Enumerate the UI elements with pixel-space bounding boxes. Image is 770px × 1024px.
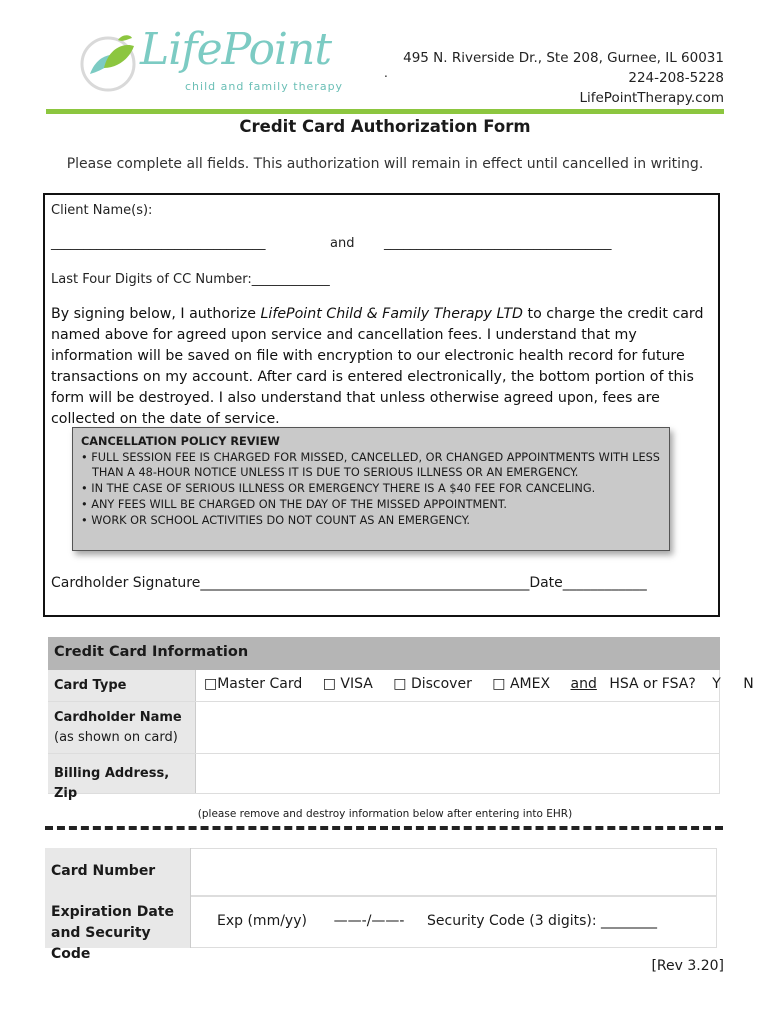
client-name-field-1[interactable]: _________________________________ — [51, 236, 266, 251]
cardholder-name-label-line2: (as shown on card) — [54, 730, 178, 745]
cardholder-name-field[interactable] — [196, 702, 720, 753]
card-number-label: Card Number — [45, 848, 191, 896]
visa-checkbox[interactable]: □ VISA — [322, 676, 373, 692]
logo-leaf-icon — [78, 28, 148, 98]
expiration-field[interactable] — [191, 896, 717, 948]
auth-post: to charge the credit card named above for agreed upon service and cancellation fees. I understand that my information will be saved on file with encryption to our electronic health record for future transactions on my account. After card is entered electronically, the bottom portion of this form will be destroyed. I also understand that unless otherwise agreed upon, fees are collected on the date of service. — [51, 306, 704, 427]
discover-checkbox[interactable]: □ Discover — [393, 676, 472, 692]
expiration-label — [45, 896, 191, 962]
cancellation-policy-box — [72, 427, 670, 551]
credit-card-info-heading: Credit Card Information — [48, 637, 720, 670]
remove-note: (please remove and destroy information below after entering into EHR) — [197, 808, 573, 820]
expiration-row — [45, 896, 717, 962]
policy-item: • FULL SESSION FEE IS CHARGED FOR MISSED, CANCELLED, OR CHANGED APPOINTMENTS WITH LESS THAN A 48-HOUR NOTICE UNLESS IT IS DUE TO SERIOUS ILLNESS OR AN EMERGENCY. — [81, 450, 660, 480]
expiration-label-line2: and Security Code — [51, 925, 151, 962]
policy-item: • ANY FEES WILL BE CHARGED ON THE DAY OF THE MISSED APPOINTMENT. — [81, 497, 508, 511]
policy-item: • IN THE CASE OF SERIOUS ILLNESS OR EMERGENCY THERE IS A $40 FEE FOR CANCELING. — [81, 482, 596, 496]
exp-date-field[interactable]: Exp (mm/yy) ——-/——- — [217, 913, 405, 929]
mastercard-checkbox[interactable]: □Master Card — [204, 676, 303, 692]
cardholder-name-label — [48, 702, 196, 753]
website-link[interactable]: LifePointTherapy.com — [579, 90, 724, 106]
security-code-field[interactable]: Security Code (3 digits): ________ — [427, 913, 658, 929]
header-divider — [46, 109, 724, 114]
revision-label: [Rev 3.20] — [651, 958, 724, 974]
card-type-label: Card Type — [48, 670, 196, 701]
hsa-no-option[interactable]: N — [743, 676, 754, 692]
logo-tagline: child and family therapy — [185, 80, 344, 93]
card-type-row — [48, 670, 754, 702]
last-four-field[interactable]: Last Four Digits of CC Number:____________ — [51, 272, 330, 287]
and-label: and — [330, 236, 355, 251]
billing-address-label: Billing Address, Zip — [48, 754, 196, 793]
phone: 224-208-5228 — [628, 70, 724, 86]
client-names-label: Client Name(s): — [51, 203, 153, 218]
tear-line — [45, 826, 723, 830]
client-name-field-2[interactable]: ___________________________________ — [384, 236, 612, 251]
stray-dot: . — [384, 66, 388, 80]
auth-company: LifePoint Child & Family Therapy LTD — [260, 306, 523, 322]
signature-date-field[interactable]: Cardholder Signature_______________________________________________Date____________ — [51, 575, 647, 591]
amex-checkbox[interactable]: □ AMEX — [492, 676, 551, 692]
policy-item: • WORK OR SCHOOL ACTIVITIES DO NOT COUNT AS AN EMERGENCY. — [81, 513, 470, 527]
billing-address-field[interactable] — [196, 754, 720, 793]
form-subtitle: Please complete all fields. This authorization will remain in effect until cancelled in writing. — [66, 156, 704, 172]
cardholder-name-label-line1: Cardholder Name — [54, 710, 182, 725]
contact-block — [403, 48, 724, 108]
auth-pre: By signing below, I authorize — [51, 306, 261, 322]
authorization-text — [51, 304, 721, 430]
address: 495 N. Riverside Dr., Ste 208, Gurnee, IL 60031 — [403, 50, 724, 66]
cardholder-name-row — [48, 702, 720, 754]
card-number-row — [45, 848, 717, 896]
and-underlined: and — [570, 676, 597, 692]
expiration-label-line1: Expiration Date — [51, 904, 174, 920]
form-title: Credit Card Authorization Form — [239, 117, 531, 136]
billing-address-row — [48, 754, 720, 801]
hsa-question: HSA or FSA? — [609, 676, 696, 692]
logo-wordmark: LifePoint — [140, 24, 332, 75]
card-type-options — [196, 670, 754, 701]
card-number-field[interactable] — [191, 848, 717, 896]
hsa-yes-option[interactable]: Y — [712, 676, 721, 692]
policy-title: CANCELLATION POLICY REVIEW — [81, 435, 280, 448]
